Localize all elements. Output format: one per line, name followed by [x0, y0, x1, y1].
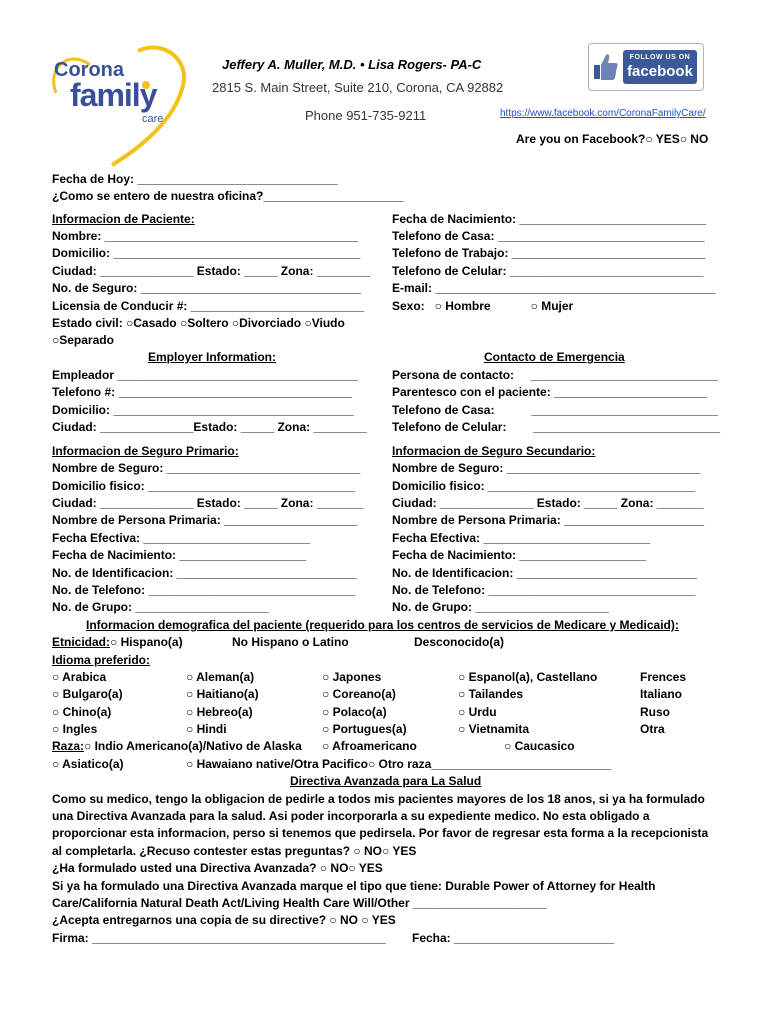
sexo-options[interactable]: Sexo: ○ Hombre ○ Mujer — [392, 299, 574, 313]
idioma-option[interactable]: ○ Portugues(a) — [322, 722, 407, 736]
etnicidad-row — [52, 634, 183, 651]
facebook-brand-box — [623, 50, 697, 84]
primario-identificacion[interactable]: No. de Identificacion: ___________________________ — [52, 566, 357, 580]
secundario-grupo[interactable]: No. de Grupo: ____________________ — [392, 600, 609, 614]
nombre-field[interactable]: Nombre: ______________________________________ — [52, 229, 359, 243]
logo-word-corona: Corona — [54, 59, 124, 81]
header-phone: Phone 951-735-9211 — [305, 108, 427, 123]
secundario-domicilio[interactable]: Domicilio fisico: _______________________________ — [392, 479, 695, 493]
idioma-label: Idioma preferido: — [52, 653, 151, 667]
fecha-hoy-field[interactable]: Fecha de Hoy: ______________________________ — [52, 172, 338, 186]
facebook-question[interactable]: Are you on Facebook?○ YES○ NO — [516, 132, 709, 146]
telefono-casa-field[interactable]: Telefono de Casa: _______________________________ — [392, 229, 705, 243]
employer-domicilio-field[interactable]: Domicilio: ____________________________________ — [52, 403, 354, 417]
idioma-option[interactable]: ○ Urdu — [458, 705, 497, 719]
idioma-option[interactable]: ○ Haitiano(a) — [186, 687, 259, 701]
idioma-option[interactable]: ○ Arabica — [52, 670, 107, 684]
secundario-fecha-nacimiento[interactable]: Fecha de Nacimiento: ___________________ — [392, 548, 647, 562]
secundario-persona[interactable]: Nombre de Persona Primaria: _____________________ — [392, 513, 705, 527]
etnicidad-label: Etnicidad: — [52, 635, 111, 649]
fb-follow-text: FOLLOW US ON — [629, 54, 691, 61]
secundario-ciudad[interactable]: Ciudad: ______________ Estado: _____ Zona: _______ — [392, 496, 704, 510]
header-doctors: Jeffery A. Muller, M.D. • Lisa Rogers- PA-C — [222, 57, 482, 72]
domicilio-field[interactable]: Domicilio: _____________________________________ — [52, 246, 361, 260]
persona-contacto-field[interactable]: Persona de contacto: ____________________________ — [392, 368, 718, 382]
idioma-option[interactable]: ○ Tailandes — [458, 687, 524, 701]
primario-nombre-seguro[interactable]: Nombre de Seguro: _____________________________ — [52, 461, 361, 475]
acepta-copia-options[interactable]: ¿Acepta entregarnos una copia de su directive? ○ NO ○ YES — [52, 913, 396, 927]
directiva-text-line: una Directiva Avanzada para la salud. Asi poder incorporarla a su expediente medico. No esta obligado a — [52, 809, 650, 823]
idioma-option[interactable]: ○ Aleman(a) — [186, 670, 255, 684]
idioma-option[interactable]: ○ Japones — [322, 670, 382, 684]
idioma-option[interactable]: ○ Vietnamita — [458, 722, 530, 736]
thumbs-up-icon — [593, 51, 619, 83]
email-field[interactable]: E-mail: __________________________________________ — [392, 281, 716, 295]
parentesco-field[interactable]: Parentesco con el paciente: _______________________ — [392, 385, 708, 399]
idioma-option[interactable]: ○ Coreano(a) — [322, 687, 396, 701]
raza-afroamericano-option[interactable]: ○ Afroamericano — [322, 739, 417, 753]
fecha-firma-field[interactable]: Fecha: ________________________ — [412, 931, 615, 945]
idioma-option[interactable]: ○ Espanol(a), Castellano — [458, 670, 598, 684]
fecha-nacimiento-field[interactable]: Fecha de Nacimiento: ____________________________ — [392, 212, 707, 226]
etnicidad-desconocido-option[interactable]: Desconocido(a) — [414, 635, 505, 649]
logo-word-family: family — [70, 77, 157, 113]
como-se-entero-field[interactable]: ¿Como se entero de nuestra oficina?_____________________ — [52, 189, 404, 203]
emergencia-telefono-casa-field[interactable]: Telefono de Casa: ____________________________ — [392, 403, 719, 417]
directiva-tipo-field[interactable]: Care/California Natural Death Act/Living Health Care Will/Other ____________________ — [52, 896, 547, 910]
secundario-fecha-efectiva[interactable]: Fecha Efectiva: _________________________ — [392, 531, 651, 545]
emergencia-telefono-celular-field[interactable]: Telefono de Celular: ____________________________ — [392, 420, 720, 434]
directiva-title: Directiva Avanzada para La Salud — [290, 774, 482, 788]
estado-civil-separado[interactable]: ○Separado — [52, 333, 114, 347]
employer-section-title: Employer Information: — [148, 350, 277, 364]
no-seguro-field[interactable]: No. de Seguro: _________________________________ — [52, 281, 361, 295]
estado-civil-options[interactable]: Estado civil: ○Casado ○Soltero ○Divorciado ○Viudo — [52, 316, 345, 330]
raza-asiatico-option[interactable]: ○ Asiatico(a) — [52, 757, 124, 771]
telefono-trabajo-field[interactable]: Telefono de Trabajo: _____________________________ — [392, 246, 706, 260]
raza-indio-option[interactable]: ○ Indio Americano(a)/Nativo de Alaska — [84, 739, 302, 753]
raza-hawaiano-otro-option[interactable]: ○ Hawaiano native/Otra Pacifico○ Otro raza___________________________ — [186, 757, 612, 771]
primario-fecha-nacimiento[interactable]: Fecha de Nacimiento: ___________________ — [52, 548, 307, 562]
raza-caucasico-option[interactable]: ○ Caucasico — [504, 739, 575, 753]
ha-formulado-options[interactable]: ¿Ha formulado usted una Directiva Avanzada? ○ NO○ YES — [52, 861, 383, 875]
idioma-option[interactable]: ○ Bulgaro(a) — [52, 687, 123, 701]
secundario-nombre-seguro[interactable]: Nombre de Seguro: _____________________________ — [392, 461, 701, 475]
firma-field[interactable]: Firma: ____________________________________________ — [52, 931, 386, 945]
raza-label: Raza: — [52, 739, 85, 753]
idioma-option[interactable]: ○ Hebreo(a) — [186, 705, 253, 719]
recusa-preguntas-options[interactable]: al completarla. ¿Recuso contester estas preguntas? ○ NO○ YES — [52, 844, 417, 858]
telefono-celular-field[interactable]: Telefono de Celular: _____________________________ — [392, 264, 704, 278]
primario-telefono[interactable]: No. de Telefono: _______________________________ — [52, 583, 356, 597]
header-address: 2815 S. Main Street, Suite 210, Corona, CA 92882 — [212, 80, 504, 95]
secundario-telefono[interactable]: No. de Telefono: _______________________________ — [392, 583, 696, 597]
employer-telefono-field[interactable]: Telefono #: ___________________________________ — [52, 385, 353, 399]
ciudad-estado-zona-field[interactable]: Ciudad: ______________ Estado: _____ Zona: ________ — [52, 264, 371, 278]
primario-persona[interactable]: Nombre de Persona Primaria: ____________________ — [52, 513, 358, 527]
idioma-option[interactable]: ○ Chino(a) — [52, 705, 112, 719]
primario-grupo[interactable]: No. de Grupo: ____________________ — [52, 600, 269, 614]
raza-row — [52, 738, 302, 755]
directiva-text-line: Si ya ha formulado una Directiva Avanzada marque el tipo que tiene: Durable Power of Attorney for Health — [52, 879, 656, 893]
seguro-primario-title: Informacion de Seguro Primario: — [52, 444, 239, 458]
primario-fecha-efectiva[interactable]: Fecha Efectiva: _________________________ — [52, 531, 311, 545]
empleador-field[interactable]: Empleador ____________________________________ — [52, 368, 358, 382]
idioma-option[interactable]: Italiano — [640, 687, 683, 701]
demografica-title: Informacion demografica del paciente (requerido para los centros de servicios de Medicare y Medicaid): — [86, 618, 679, 632]
idioma-option[interactable]: Frences — [640, 670, 687, 684]
secundario-identificacion[interactable]: No. de Identificacion: ___________________________ — [392, 566, 697, 580]
fb-brand-text: facebook — [627, 63, 693, 80]
directiva-text-line: Como su medico, tengo la obligacion de pedirle a todos mis pacientes mayores de los 18 anos, si ya ha formulado — [52, 792, 705, 806]
etnicidad-no-hispano-option[interactable]: No Hispano o Latino — [232, 635, 349, 649]
directiva-text-line: proporcionar esta informacion, perso si tenemos que pedirsela. Por favor de regresar esta forma a la recepcionista — [52, 826, 709, 840]
facebook-follow-badge[interactable] — [588, 43, 704, 91]
idioma-option[interactable]: ○ Hindi — [186, 722, 227, 736]
idioma-option[interactable]: ○ Polaco(a) — [322, 705, 387, 719]
facebook-link[interactable]: https://www.facebook.com/CoronaFamilyCare/ — [500, 108, 706, 119]
paciente-section-title: Informacion de Paciente: — [52, 212, 195, 226]
seguro-secundario-title: Informacion de Seguro Secundario: — [392, 444, 596, 458]
idioma-option[interactable]: ○ Ingles — [52, 722, 98, 736]
corona-family-care-logo — [50, 45, 190, 170]
logo-word-care: care — [142, 113, 164, 125]
emergencia-section-title: Contacto de Emergencia — [484, 350, 625, 364]
etnicidad-hispano-option[interactable]: ○ Hispano(a) — [110, 635, 183, 649]
idioma-option[interactable]: Ruso — [640, 705, 670, 719]
licencia-field[interactable]: Licensia de Conducir #: __________________________ — [52, 299, 365, 313]
primario-domicilio[interactable]: Domicilio fisico: _______________________________ — [52, 479, 355, 493]
idioma-option[interactable]: Otra — [640, 722, 665, 736]
primario-ciudad[interactable]: Ciudad: ______________ Estado: _____ Zona: _______ — [52, 496, 364, 510]
employer-ciudad-field[interactable]: Ciudad: ______________Estado: _____ Zona: ________ — [52, 420, 367, 434]
